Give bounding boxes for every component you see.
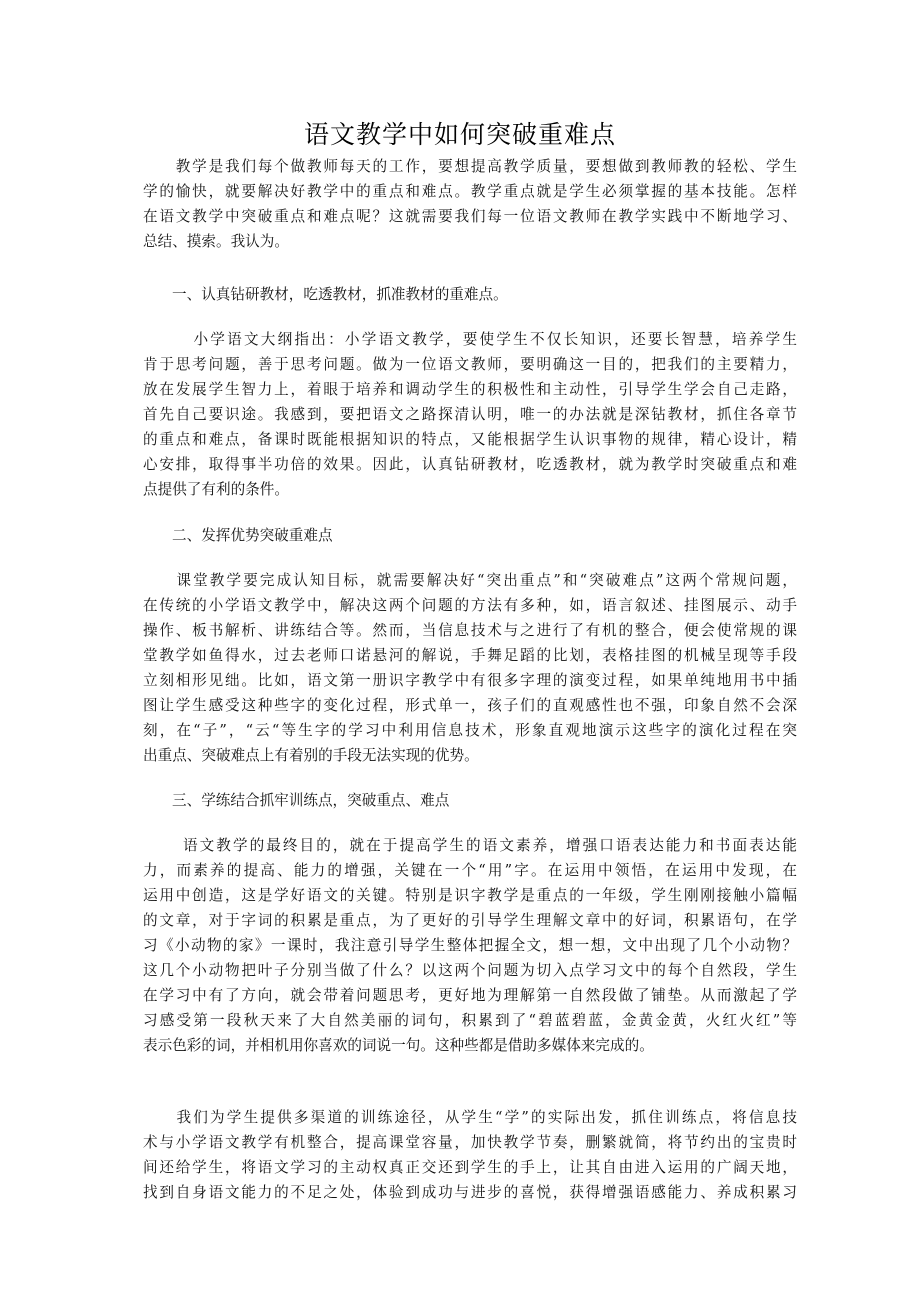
paragraph-line: 小学语文大纲指出：小学语文教学，要使学生不仅长知识，还要长智慧，培养学生 [143, 331, 797, 348]
paragraph-line: 堂教学如鱼得水，过去老师口诺悬河的解说，手舞足蹈的比划，表格挂图的机械呈现等手段 [143, 647, 797, 664]
paragraph-line: 教学是我们每个做教师每天的工作，要想提高教学质量，要想做到教师教的轻松、学生 [143, 158, 797, 175]
section-3-heading: 三、学练结合抓牢训练点，突破重点、难点 [172, 792, 450, 809]
intro-paragraph [143, 154, 797, 254]
paragraph-line: 在学习中有了方向，就会带着问题思考，更好地为理解第一自然段做了铺垫。从而激起了学 [143, 987, 797, 1004]
paragraph-line: 立刻相形见绌。比如，语文第一册识字教学中有很多字理的演变过程，如果单纯地用书中插 [143, 672, 797, 689]
paragraph-line: 找到自身语文能力的不足之处，体验到成功与进步的喜悦，获得增强语感能力、养成积累习 [143, 1184, 797, 1201]
paragraph-line: 在传统的小学语文教学中，解决这两个问题的方法有多种，如，语言叙述、挂图展示、动手 [143, 597, 797, 614]
paragraph-line: 放在发展学生智力上，着眼于培养和调动学生的积极性和主动性，引导学生学会自己走路， [143, 381, 797, 398]
paragraph-line: 肯于思考问题，善于思考问题。做为一位语文教师，要明确这一目的，把我们的主要精力， [143, 356, 797, 373]
section-3-paragraph-1 [143, 833, 797, 1058]
section-3-paragraph-2 [143, 1105, 797, 1205]
paragraph-line: 图让学生感受这种些字的变化过程，形式单一，孩子们的直观感性也不强，印象自然不会深 [143, 697, 797, 714]
paragraph-line: 这几个小动物把叶子分别当做了什么？以这两个问题为切入点学习文中的每个自然段，学生 [143, 962, 797, 979]
paragraph-line: 语文教学的最终目的，就在于提高学生的语文素养，增强口语表达能力和书面表达能 [143, 837, 797, 854]
paragraph-line: 力，而素养的提高、能力的增强，关键在一个“用”字。在运用中领悟，在运用中发现，在 [143, 862, 797, 879]
paragraph-line: 在语文教学中突破重点和难点呢？这就需要我们每一位语文教师在教学实践中不断地学习、 [143, 208, 797, 225]
section-1-paragraph [143, 327, 797, 502]
paragraph-line: 点提供了有利的条件。 [143, 481, 289, 498]
document-title: 语文教学中如何突破重难点 [303, 120, 616, 149]
section-2-heading: 二、发挥优势突破重难点 [172, 527, 333, 544]
paragraph-line: 心安排，取得事半功倍的效果。因此，认真钻研教材，吃透教材，就为教学时突破重点和难 [143, 456, 797, 473]
section-1-heading: 一、认真钻研教材，吃透教材，抓准教材的重难点。 [172, 286, 508, 303]
paragraph-line: 总结、摸索。我认为。 [143, 233, 289, 250]
paragraph-line: 术与小学语文教学有机整合，提高课堂容量，加快教学节奏，删繁就简，将节约出的宝贵时 [143, 1134, 797, 1151]
paragraph-line: 刻，在“子”，“云“等生字的学习中利用信息技术，形象直观地演示这些字的演化过程在突 [143, 722, 797, 739]
paragraph-line: 表示色彩的词，并相机用你喜欢的词说一句。这种些都是借助多媒体来完成的。 [143, 1037, 654, 1054]
paragraph-line: 间还给学生，将语文学习的主动权真正交还到学生的手上，让其自由进入运用的广阔天地， [143, 1159, 797, 1176]
paragraph-line: 习感受第一段秋天来了大自然美丽的词句，积累到了“碧蓝碧蓝，金黄金黄，火红火红”等 [143, 1012, 797, 1029]
paragraph-line: 操作、板书解析、讲练结合等。然而，当信息技术与之进行了有机的整合，便会使常规的课 [143, 622, 797, 639]
paragraph-line: 首先自己要识途。我感到，要把语文之路探清认明，唯一的办法就是深钻教材，抓住各章节 [143, 406, 797, 423]
paragraph-line: 的文章，对于字词的积累是重点，为了更好的引导学生理解文章中的好词，积累语句，在学 [143, 912, 797, 929]
paragraph-line: 我们为学生提供多渠道的训练途径，从学生“学”的实际出发，抓住训练点，将信息技 [143, 1109, 797, 1126]
section-2-paragraph [143, 568, 797, 768]
paragraph-line: 课堂教学要完成认知目标，就需要解决好“突出重点”和“突破难点”这两个常规问题， [143, 572, 797, 589]
paragraph-line: 学的愉快，就要解决好教学中的重点和难点。教学重点就是学生必须掌握的基本技能。怎样 [143, 183, 797, 200]
paragraph-line: 的重点和难点，备课时既能根据知识的特点，又能根据学生认识事物的规律，精心设计，精 [143, 431, 797, 448]
paragraph-line: 习《小动物的家》一课时，我注意引导学生整体把握全文，想一想，文中出现了几个小动物？ [143, 937, 797, 954]
paragraph-line: 出重点、突破难点上有着别的手段无法实现的优势。 [143, 747, 479, 764]
paragraph-line: 运用中创造，这是学好语文的关键。特别是识字教学是重点的一年级，学生刚刚接触小篇幅 [143, 887, 797, 904]
